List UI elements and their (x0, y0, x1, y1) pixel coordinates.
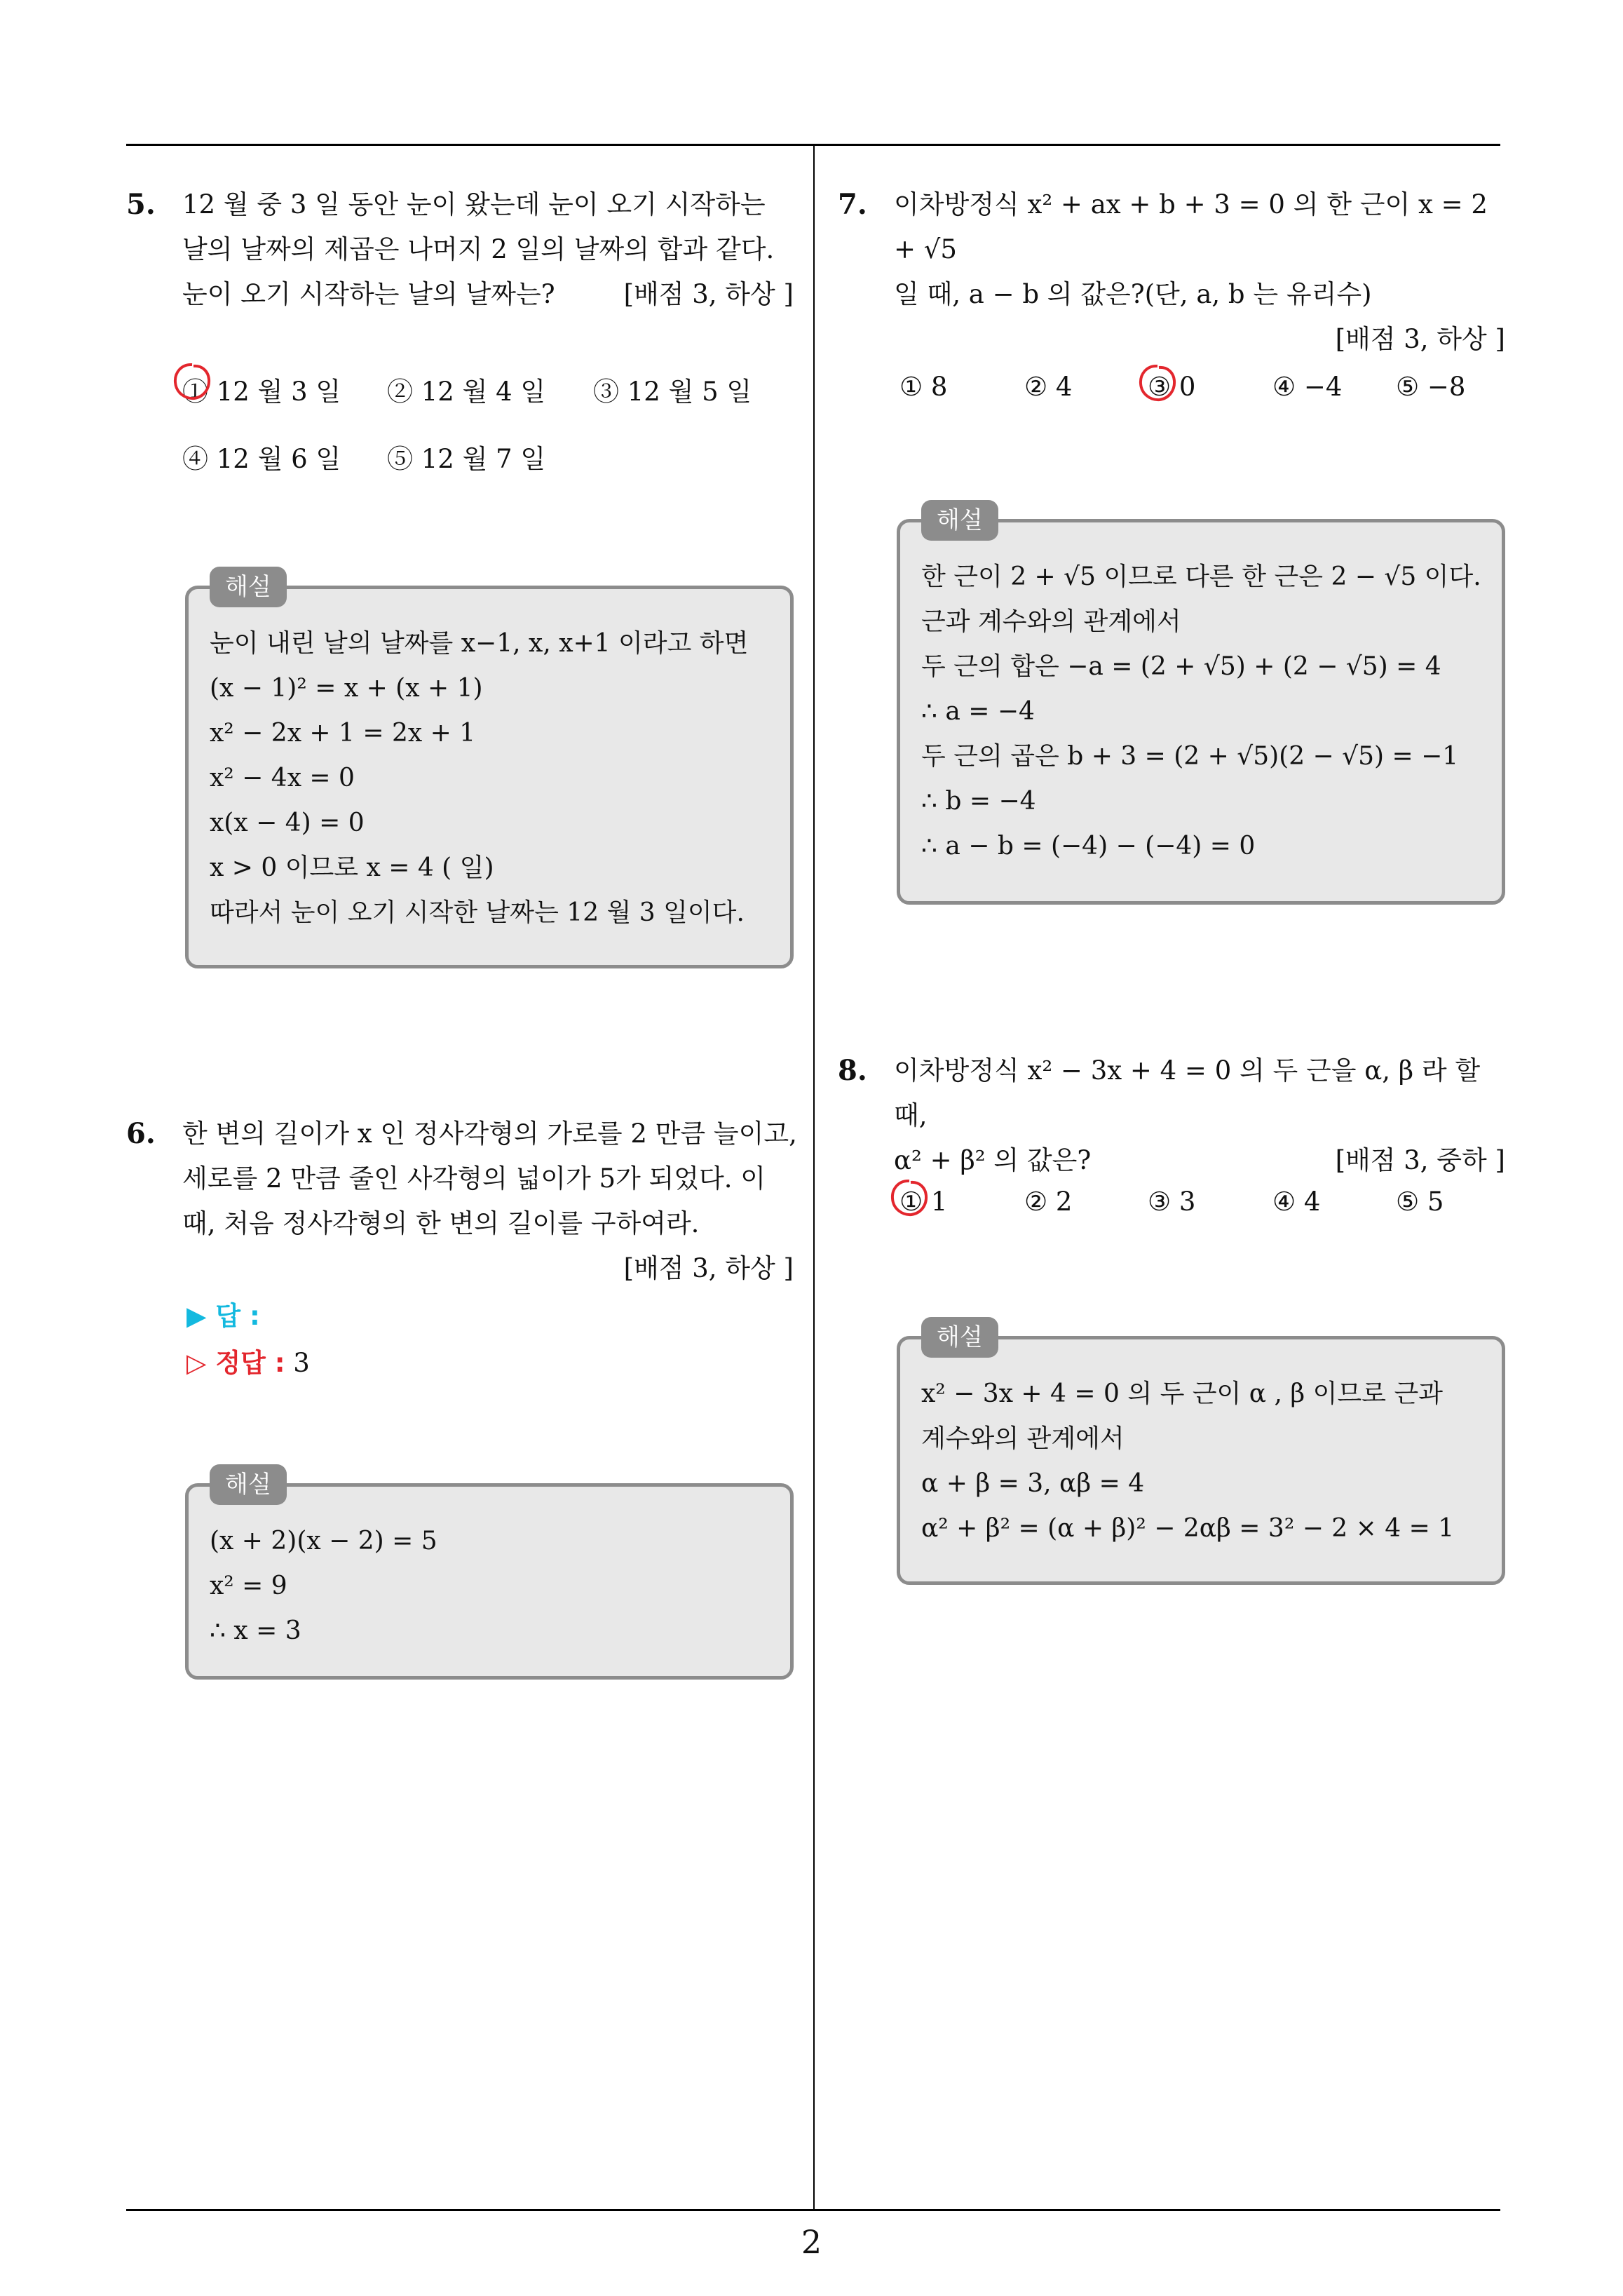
score-label: [배점 3, 중하 ] (1335, 1145, 1505, 1175)
explanation-line: ∴ x = 3 (210, 1616, 301, 1645)
explanation-box-6 (185, 1471, 794, 1680)
choice-4[interactable] (1272, 372, 1342, 402)
choice-3[interactable] (1148, 372, 1195, 402)
correct-answer-label: ▷ 정답 : (186, 1348, 285, 1378)
explanation-line: α + β = 3, αβ = 4 (921, 1469, 1145, 1498)
problem-8 (838, 1048, 1511, 1183)
choice-3[interactable] (593, 370, 752, 408)
choice-label: ① 8 (899, 372, 948, 402)
choice-4[interactable] (182, 438, 341, 475)
explanation-box-8 (897, 1323, 1505, 1585)
choice-label: ⑤ −8 (1396, 372, 1466, 402)
problem-line-text: 눈이 오기 시작하는 날의 날짜는? (182, 279, 555, 309)
problem-text (894, 182, 1511, 362)
answer-mark-icon (890, 1178, 929, 1217)
problem-number: 6. (126, 1117, 156, 1150)
problem-number: 8. (838, 1054, 867, 1087)
explanation-line: 따라서 눈이 오기 시작한 날짜는 12 월 3 일이다. (210, 898, 745, 927)
choice-1[interactable] (182, 370, 341, 408)
problem-text (182, 1112, 799, 1291)
explanation-line: α² + β² = (α + β)² − 2αβ = 3² − 2 × 4 = 1 (921, 1514, 1455, 1543)
problem-6 (126, 1112, 799, 1291)
choice-label: ④ 12 월 6 일 (182, 444, 341, 474)
explanation-line: 계수와의 관계에서 (921, 1424, 1125, 1453)
problem-number: 7. (838, 188, 867, 221)
explanation-tag: 해설 (210, 1464, 287, 1505)
choice-2[interactable] (1024, 372, 1072, 402)
choice-1[interactable] (899, 372, 947, 402)
page-number: 2 (801, 2223, 822, 2261)
problem-text (894, 1048, 1511, 1183)
explanation-line: ∴ a − b = (−4) − (−4) = 0 (921, 832, 1256, 860)
score-label: [배점 3, 하상 ] (623, 279, 794, 309)
problem-7 (838, 182, 1511, 362)
problem-line: 이차방정식 x² + ax + b + 3 = 0 의 한 근이 x = 2 + √5 (894, 189, 1488, 264)
problem-5 (126, 182, 799, 317)
choice-label: ① 12 월 3 일 (182, 377, 341, 407)
explanation-line: ∴ b = −4 (921, 787, 1036, 816)
explanation-line: x² − 4x = 0 (210, 764, 355, 792)
choice-label: ③ 0 (1148, 372, 1196, 402)
explanation-tag: 해설 (921, 500, 998, 541)
problem-line: 일 때, a − b 의 값은?(단, a, b 는 유리수) (894, 279, 1372, 309)
score-label: [배점 3, 하상 ] (1335, 324, 1505, 354)
explanation-line: x² − 3x + 4 = 0 의 두 근이 α , β 이므로 근과 (921, 1379, 1443, 1408)
choice-2[interactable] (387, 370, 545, 408)
choice-5[interactable] (1396, 1187, 1444, 1217)
explanation-box-7 (897, 506, 1505, 905)
explanation-line: x > 0 이므로 x = 4 ( 일) (210, 853, 494, 882)
choice-label: ⑤ 5 (1396, 1187, 1444, 1217)
explanation-box-5 (185, 573, 794, 968)
problem-number: 5. (126, 188, 156, 221)
problem-line (894, 1138, 1511, 1183)
explanation-line: 한 근이 2 + √5 이므로 다른 한 근은 2 − √5 이다. (921, 562, 1481, 591)
choice-label: ② 4 (1024, 372, 1073, 402)
problem-line: 이차방정식 x² − 3x + 4 = 0 의 두 근을 α, β 라 할 때, (894, 1055, 1481, 1130)
choice-label: ⑤ 12 월 7 일 (387, 444, 546, 474)
choice-2[interactable] (1024, 1187, 1072, 1217)
choice-label: ② 12 월 4 일 (387, 377, 546, 407)
answer-label: ▶ 답 : (186, 1301, 260, 1331)
answer-mark-icon (172, 362, 212, 401)
bottom-rule (126, 2209, 1500, 2211)
explanation-tag: 해설 (210, 567, 287, 607)
explanation-line: x(x − 4) = 0 (210, 809, 365, 837)
explanation-line: 두 근의 합은 −a = (2 + √5) + (2 − √5) = 4 (921, 652, 1441, 681)
choice-1[interactable] (899, 1187, 947, 1217)
choice-4[interactable] (1272, 1187, 1320, 1217)
answer-mark-icon (1138, 363, 1177, 403)
choice-label: ① 1 (899, 1187, 948, 1217)
choice-label: ③ 3 (1148, 1187, 1196, 1217)
correct-answer-line (186, 1341, 310, 1386)
problem-line (182, 272, 799, 317)
explanation-line: 눈이 내린 날의 날짜를 x−1, x, x+1 이라고 하면 (210, 629, 749, 658)
choice-label: ④ −4 (1272, 372, 1343, 402)
problem-line-text: α² + β² 의 값은? (894, 1145, 1092, 1175)
explanation-line: 근과 계수와의 관계에서 (921, 607, 1181, 636)
explanation-line: (x + 2)(x − 2) = 5 (210, 1527, 437, 1555)
problem-line: 12 월 중 3 일 동안 눈이 왔는데 눈이 오기 시작하는 (182, 189, 766, 220)
choice-label: ③ 12 월 5 일 (593, 377, 752, 407)
score-label: [배점 3, 하상 ] (623, 1253, 794, 1283)
column-divider (813, 144, 815, 2209)
correct-answer-value: 3 (293, 1348, 310, 1378)
problem-text (182, 182, 799, 317)
explanation-line: x² = 9 (210, 1572, 287, 1600)
explanation-tag: 해설 (921, 1317, 998, 1358)
explanation-line: 두 근의 곱은 b + 3 = (2 + √5)(2 − √5) = −1 (921, 742, 1459, 771)
problem-line: 때, 처음 정사각형의 한 변의 길이를 구하여라. (182, 1208, 700, 1238)
choice-5[interactable] (1396, 372, 1465, 402)
choice-label: ④ 4 (1272, 1187, 1321, 1217)
choice-label: ② 2 (1024, 1187, 1073, 1217)
explanation-line: ∴ a = −4 (921, 697, 1035, 726)
choice-5[interactable] (387, 438, 545, 475)
answer-line (186, 1294, 260, 1339)
problem-line: 날의 날짜의 제곱은 나머지 2 일의 날짜의 합과 같다. (182, 234, 775, 264)
choice-3[interactable] (1148, 1187, 1195, 1217)
problem-line: 한 변의 길이가 x 인 정사각형의 가로를 2 만큼 늘이고, (182, 1119, 797, 1149)
explanation-line: (x − 1)² = x + (x + 1) (210, 674, 483, 703)
problem-line: 세로를 2 만큼 줄인 사각형의 넓이가 5가 되었다. 이 (182, 1163, 766, 1194)
explanation-line: x² − 2x + 1 = 2x + 1 (210, 719, 476, 748)
